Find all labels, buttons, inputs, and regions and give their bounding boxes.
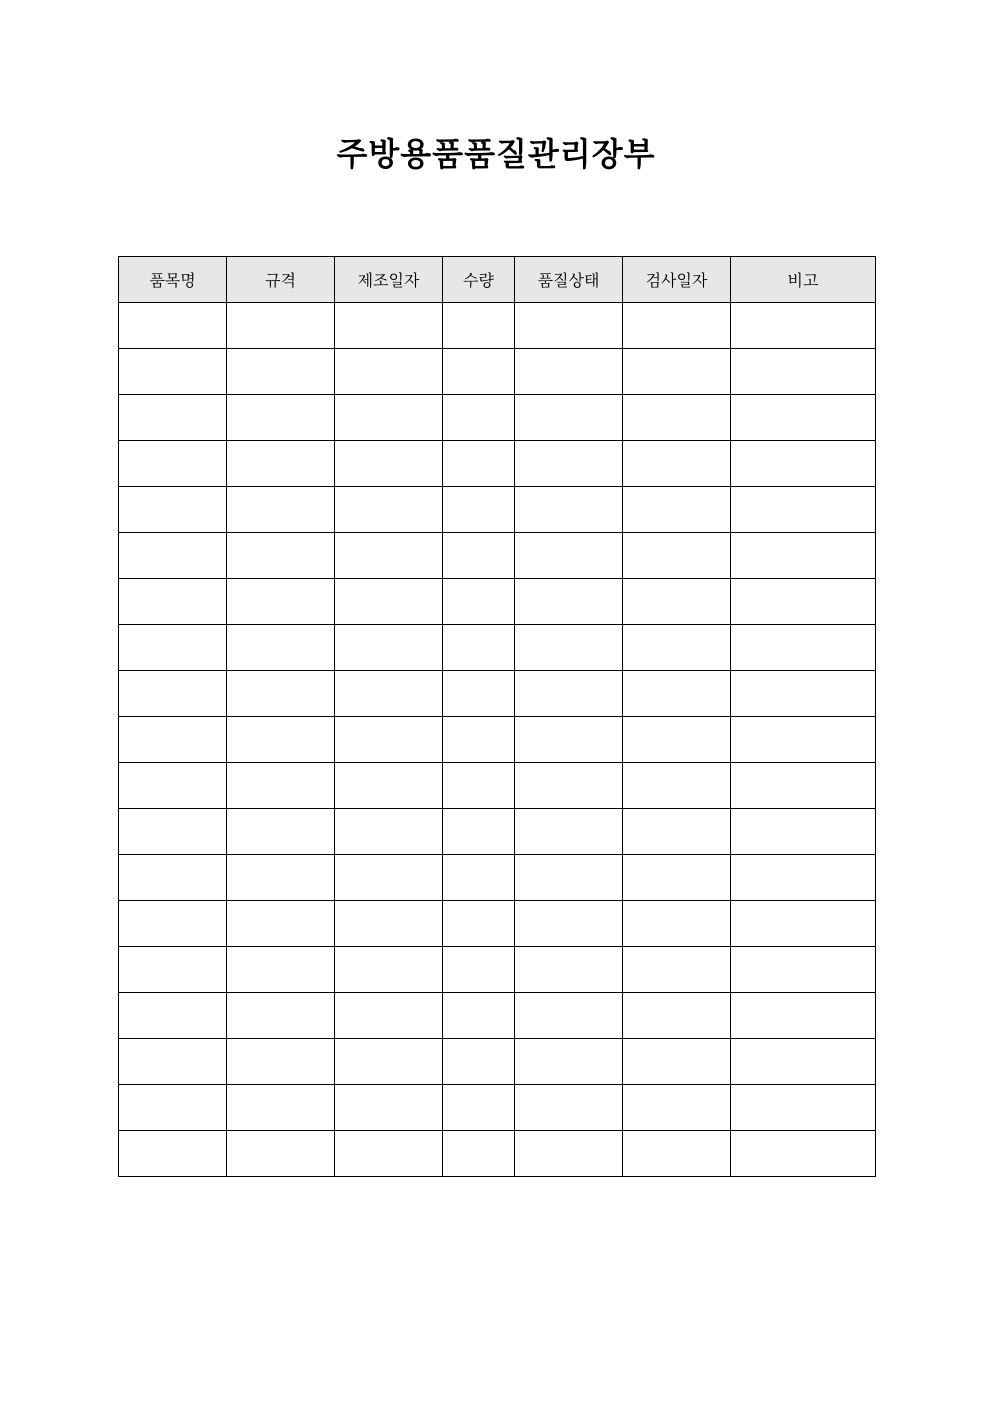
table-cell[interactable] <box>623 947 731 993</box>
table-cell[interactable] <box>335 579 443 625</box>
table-cell[interactable] <box>731 441 876 487</box>
table-cell[interactable] <box>227 395 335 441</box>
table-cell[interactable] <box>515 809 623 855</box>
table-cell[interactable] <box>731 395 876 441</box>
table-cell[interactable] <box>443 763 515 809</box>
table-cell[interactable] <box>515 763 623 809</box>
table-cell[interactable] <box>227 1131 335 1177</box>
table-body <box>119 303 876 1177</box>
header-item-name: 품목명 <box>119 257 227 303</box>
table-row <box>119 901 876 947</box>
table-cell[interactable] <box>335 901 443 947</box>
table-row <box>119 1039 876 1085</box>
table-cell[interactable] <box>515 717 623 763</box>
table-cell[interactable] <box>335 395 443 441</box>
table-cell[interactable] <box>623 395 731 441</box>
table-cell[interactable] <box>119 1039 227 1085</box>
header-manufacture-date: 제조일자 <box>335 257 443 303</box>
table-cell[interactable] <box>119 717 227 763</box>
table-cell[interactable] <box>443 1131 515 1177</box>
table-cell[interactable] <box>119 809 227 855</box>
table-cell[interactable] <box>515 1039 623 1085</box>
table-cell[interactable] <box>227 901 335 947</box>
table-cell[interactable] <box>623 901 731 947</box>
table-cell[interactable] <box>731 993 876 1039</box>
table-cell[interactable] <box>119 1131 227 1177</box>
table-cell[interactable] <box>335 441 443 487</box>
table-cell[interactable] <box>443 947 515 993</box>
table-cell[interactable] <box>515 533 623 579</box>
table-cell[interactable] <box>119 487 227 533</box>
table-cell[interactable] <box>227 947 335 993</box>
table-cell[interactable] <box>119 533 227 579</box>
table-cell[interactable] <box>443 395 515 441</box>
table-cell[interactable] <box>623 533 731 579</box>
table-row <box>119 395 876 441</box>
table-cell[interactable] <box>335 533 443 579</box>
table-cell[interactable] <box>443 579 515 625</box>
table-cell[interactable] <box>515 1131 623 1177</box>
table-cell[interactable] <box>227 441 335 487</box>
table-cell[interactable] <box>623 1131 731 1177</box>
table-row <box>119 441 876 487</box>
table-cell[interactable] <box>335 717 443 763</box>
table-cell[interactable] <box>335 947 443 993</box>
table-cell[interactable] <box>623 487 731 533</box>
table-cell[interactable] <box>227 763 335 809</box>
table-cell[interactable] <box>335 303 443 349</box>
table-cell[interactable] <box>443 1039 515 1085</box>
table-cell[interactable] <box>623 303 731 349</box>
header-remarks: 비고 <box>731 257 876 303</box>
header-quantity: 수량 <box>443 257 515 303</box>
table-cell[interactable] <box>119 671 227 717</box>
table-cell[interactable] <box>731 1085 876 1131</box>
table-cell[interactable] <box>623 349 731 395</box>
table-cell[interactable] <box>119 625 227 671</box>
table-cell[interactable] <box>335 671 443 717</box>
table-cell[interactable] <box>335 763 443 809</box>
table-cell[interactable] <box>731 855 876 901</box>
table-cell[interactable] <box>443 349 515 395</box>
table-cell[interactable] <box>335 1085 443 1131</box>
table-cell[interactable] <box>623 809 731 855</box>
table-row <box>119 947 876 993</box>
table-cell[interactable] <box>335 1039 443 1085</box>
table-row <box>119 809 876 855</box>
table-cell[interactable] <box>119 947 227 993</box>
table-cell[interactable] <box>335 1131 443 1177</box>
table-cell[interactable] <box>515 303 623 349</box>
table-cell[interactable] <box>515 993 623 1039</box>
table-cell[interactable] <box>731 349 876 395</box>
table-row <box>119 579 876 625</box>
quality-ledger-table <box>118 256 876 1177</box>
table-cell[interactable] <box>515 441 623 487</box>
table-cell[interactable] <box>443 809 515 855</box>
table-row <box>119 855 876 901</box>
table-row <box>119 763 876 809</box>
table-cell[interactable] <box>443 303 515 349</box>
table-cell[interactable] <box>515 579 623 625</box>
table-cell[interactable] <box>227 717 335 763</box>
table-cell[interactable] <box>731 671 876 717</box>
table-cell[interactable] <box>335 993 443 1039</box>
table-cell[interactable] <box>515 349 623 395</box>
table-cell[interactable] <box>335 349 443 395</box>
table-cell[interactable] <box>119 855 227 901</box>
table-cell[interactable] <box>227 809 335 855</box>
table-cell[interactable] <box>335 809 443 855</box>
table-cell[interactable] <box>623 625 731 671</box>
table-cell[interactable] <box>623 579 731 625</box>
table-cell[interactable] <box>227 487 335 533</box>
table-cell[interactable] <box>227 1039 335 1085</box>
table-cell[interactable] <box>335 855 443 901</box>
header-quality-status: 품질상태 <box>515 257 623 303</box>
table-cell[interactable] <box>731 763 876 809</box>
table-cell[interactable] <box>227 303 335 349</box>
table-cell[interactable] <box>731 1039 876 1085</box>
table-cell[interactable] <box>227 993 335 1039</box>
table-cell[interactable] <box>731 901 876 947</box>
table-cell[interactable] <box>731 625 876 671</box>
table-cell[interactable] <box>227 533 335 579</box>
table-cell[interactable] <box>623 441 731 487</box>
table-cell[interactable] <box>731 487 876 533</box>
table-cell[interactable] <box>731 1131 876 1177</box>
table-cell[interactable] <box>623 855 731 901</box>
document-title: 주방용품품질관리장부 <box>336 135 656 173</box>
table-row <box>119 303 876 349</box>
table-row <box>119 533 876 579</box>
table-cell[interactable] <box>515 671 623 717</box>
table-cell[interactable] <box>119 763 227 809</box>
table-cell[interactable] <box>731 303 876 349</box>
table-cell[interactable] <box>227 671 335 717</box>
table-cell[interactable] <box>227 349 335 395</box>
table-cell[interactable] <box>515 947 623 993</box>
table-cell[interactable] <box>227 855 335 901</box>
table-cell[interactable] <box>623 993 731 1039</box>
table-cell[interactable] <box>443 533 515 579</box>
table-cell[interactable] <box>515 855 623 901</box>
table-cell[interactable] <box>443 993 515 1039</box>
table-row <box>119 717 876 763</box>
table-cell[interactable] <box>119 901 227 947</box>
table-cell[interactable] <box>335 487 443 533</box>
table-cell[interactable] <box>623 671 731 717</box>
table-header-row <box>119 257 876 303</box>
table-cell[interactable] <box>623 1085 731 1131</box>
table-cell[interactable] <box>227 579 335 625</box>
table-cell[interactable] <box>443 901 515 947</box>
table-row <box>119 671 876 717</box>
table-cell[interactable] <box>515 625 623 671</box>
table-cell[interactable] <box>119 993 227 1039</box>
table-cell[interactable] <box>623 717 731 763</box>
table-row <box>119 1131 876 1177</box>
table-cell[interactable] <box>731 717 876 763</box>
table-cell[interactable] <box>119 395 227 441</box>
table-cell[interactable] <box>443 855 515 901</box>
table-cell[interactable] <box>443 1085 515 1131</box>
table-cell[interactable] <box>515 1085 623 1131</box>
table-row <box>119 349 876 395</box>
table-cell[interactable] <box>119 579 227 625</box>
table-cell[interactable] <box>731 809 876 855</box>
table-cell[interactable] <box>515 487 623 533</box>
table-cell[interactable] <box>227 625 335 671</box>
table-cell[interactable] <box>227 1085 335 1131</box>
table-row <box>119 993 876 1039</box>
table-cell[interactable] <box>731 947 876 993</box>
header-spec: 규격 <box>227 257 335 303</box>
table-cell[interactable] <box>443 671 515 717</box>
table-row <box>119 1085 876 1131</box>
table-cell[interactable] <box>623 763 731 809</box>
table-cell[interactable] <box>731 533 876 579</box>
table-cell[interactable] <box>515 901 623 947</box>
table-cell[interactable] <box>623 1039 731 1085</box>
table-cell[interactable] <box>515 395 623 441</box>
table-row <box>119 487 876 533</box>
table-cell[interactable] <box>119 1085 227 1131</box>
table-cell[interactable] <box>443 625 515 671</box>
table-cell[interactable] <box>119 303 227 349</box>
header-inspection-date: 검사일자 <box>623 257 731 303</box>
table-cell[interactable] <box>119 349 227 395</box>
table-cell[interactable] <box>443 441 515 487</box>
table-cell[interactable] <box>119 441 227 487</box>
table-row <box>119 625 876 671</box>
table-cell[interactable] <box>443 487 515 533</box>
table-cell[interactable] <box>443 717 515 763</box>
table-cell[interactable] <box>731 579 876 625</box>
table-cell[interactable] <box>335 625 443 671</box>
